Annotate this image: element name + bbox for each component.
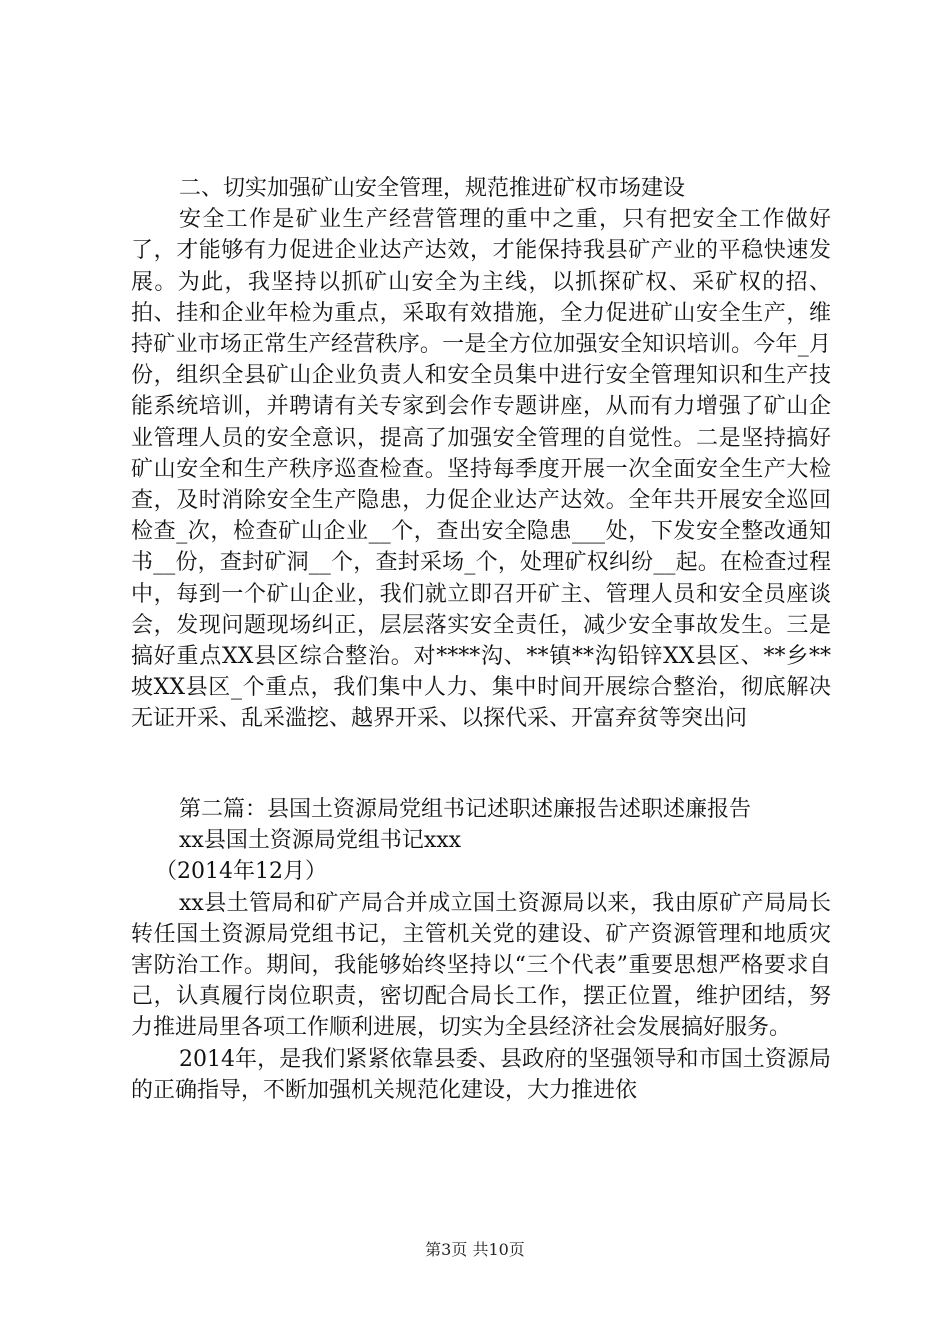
body-paragraph: 安全工作是矿业生产经营管理的重中之重，只有把安全工作做好了，才能够有力促进企业达产达效，才能保持我县矿产业的平稳快速发展。为此，我坚持以抓矿山安全为主线，以抓探矿权、采矿权的招、拍、挂和企业年检为重点，采取有效措施，全力促进矿山安全生产，维持矿业市场正常生产经营秩序。一是全方位加强安全知识培训。今年_月份，组织全县矿山企业负责人和安全员集中进行安全管理知识和生产技能系统培训，并聘请有关专家到会作专题讲座，从而有力增强了矿山企业管理人员的安全意识，提高了加强安全管理的自觉性。二是坚持搞好矿山安全和生产秩序巡查检查。坚持每季度开展一次全面安全生产大检查，及时消除安全生产隐患，力促企业达产达效。全年共开展安全巡回检查_次，检查矿山企业__个，查出安全隐患___处，下发安全整改通知书__份，查封矿洞__个，查封采场_个，处理矿权纠纷__起。在检查过程中，每到一个矿山企业，我们就立即召开矿主、管理人员和安全员座谈会，发现问题现场纠正，层层落实安全责任，减少安全事故发生。三是搞好重点XX县区综合整治。对****沟、**镇**沟铅锌XX县区、**乡**坡XX县区_个重点，我们集中人力、集中时间开展综合整治，彻底解决无证开采、乱采滥挖、越界开采、以探代采、开富弃贫等突出问	[131, 207, 831, 732]
section-two	[131, 794, 831, 1106]
section-one	[131, 173, 831, 735]
page-footer: 第3页 共10页	[425, 1240, 525, 1259]
author-line: xx县国土资源局党组书记xxx	[179, 828, 462, 854]
date-line: （2014年12月）	[155, 859, 327, 885]
body-paragraph: xx县土管局和矿产局合并成立国土资源局以来，我由原矿产局局长转任国土资源局党组书记，主管机关党的建设、矿产资源管理和地质灾害防治工作。期间，我能够始终坚持以“三个代表”重要思想严格要求自己，认真履行岗位职责，密切配合局长工作，摆正位置，维护团结，努力推进局里各项工作顺利进展，切实为全县经济社会发展搞好服务。	[131, 890, 831, 1041]
body-paragraph: 2014年，是我们紧紧依靠县委、县政府的坚强领导和市国土资源局的正确指导，不断加强机关规范化建设，大力推进依	[131, 1046, 831, 1103]
section-heading: 二、切实加强矿山安全管理，规范推进矿权市场建设	[179, 176, 686, 201]
article-title: 第二篇：县国土资源局党组书记述职述廉报告述职述廉报告	[179, 797, 752, 822]
